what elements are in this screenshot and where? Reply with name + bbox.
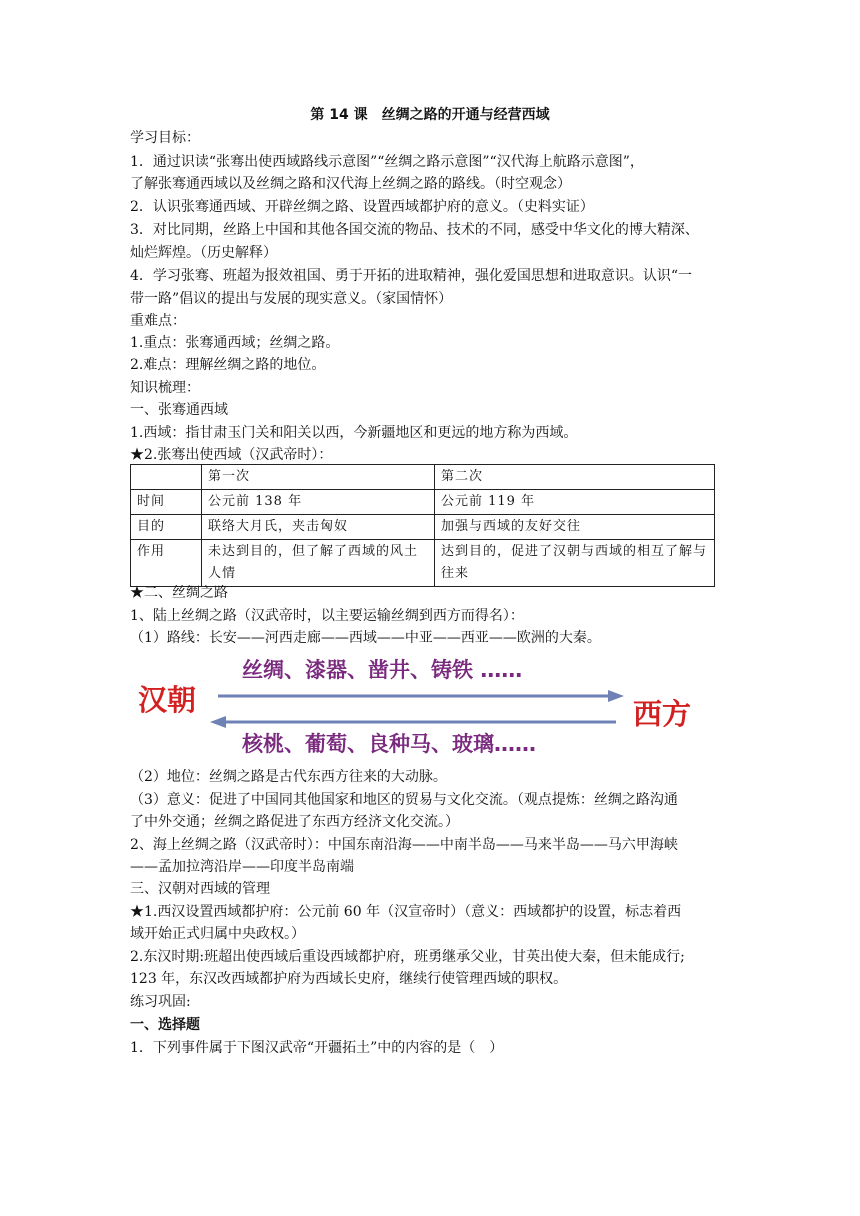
maritime-silk-road-line-2: ——孟加拉湾沿岸——印度半岛南端	[130, 859, 354, 875]
table-cell: 加强与西域的友好交往	[435, 515, 715, 540]
maritime-silk-road-line-1: 2、海上丝绸之路（汉武帝时）：中国东南沿海——中南半岛——马来半岛——马六甲海峡	[130, 837, 678, 853]
section-label-key-points: 重难点：	[130, 313, 186, 329]
missions-heading: ★2.张骞出使西域（汉武帝时）：	[130, 447, 333, 463]
heading-administration: 三、汉朝对西域的管理	[130, 881, 270, 897]
silk-road-status: （2）地位：丝绸之路是古代东西方往来的大动脉。	[130, 769, 447, 785]
land-silk-road-heading: 1、陆上丝绸之路（汉武帝时，以主要运输丝绸到西方而得名）：	[130, 608, 524, 624]
goal-1-line-1: 1．通过识读“张骞出使西域路线示意图”“丝绸之路示意图”“汉代海上航路示意图”，	[130, 154, 644, 170]
exported-goods: 丝绸、漆器、凿井、铸铁 ……	[242, 658, 523, 682]
table-cell: 作用	[131, 540, 202, 587]
table-cell: 时间	[131, 490, 202, 515]
difficult-point: 2.难点：理解丝绸之路的地位。	[130, 357, 326, 373]
section-label-knowledge: 知识梳理：	[130, 380, 200, 396]
table-row	[131, 540, 715, 587]
eastern-han-line-1: 2.东汉时期:班超出使西域后重设西域都护府，班勇继承父业，甘英出使大秦，但未能成行;	[130, 949, 685, 965]
imported-goods: 核桃、葡萄、良种马、玻璃……	[242, 732, 536, 756]
heading-silk-road: ★二、丝绸之路	[130, 585, 228, 601]
exchange-diagram	[130, 648, 730, 766]
goal-3-line-1: 3．对比同期，丝路上中国和其他各国交流的物品、技术的不同，感受中华文化的博大精深、	[130, 222, 699, 238]
west-label: 西方	[633, 697, 692, 731]
protectorate-line-2: 域开始正式归属中央政权。）	[130, 926, 305, 942]
table-cell: 达到目的，促进了汉朝与西域的相互了解与往来	[435, 540, 715, 587]
heading-multiple-choice: 一、选择题	[130, 1017, 200, 1033]
question-1: 1．下列事件属于下图汉武帝“开疆拓土”中的内容的是（ ）	[130, 1040, 504, 1056]
table-cell: 公元前 138 年	[202, 490, 435, 515]
goal-3-line-2: 灿烂辉煌。（历史解释）	[130, 245, 277, 261]
table-header-cell	[131, 465, 202, 490]
missions-table	[130, 464, 715, 587]
goal-4-line-2: 带一路”倡议的提出与发展的现实意义。（家国情怀）	[130, 291, 453, 307]
table-cell: 目的	[131, 515, 202, 540]
table-cell: 公元前 119 年	[435, 490, 715, 515]
eastern-han-line-2: 123 年，东汉改西域都护府为西域长史府，继续行使管理西域的职权。	[130, 971, 568, 987]
land-silk-road-route: （1）路线：长安——河西走廊——西域——中亚——西亚——欧洲的大秦。	[130, 630, 601, 646]
silk-road-significance-line-1: （3）意义：促进了中国同其他国家和地区的贸易与文化交流。（观点提炼：丝绸之路沟通	[130, 792, 678, 808]
western-regions-definition: 1.西域：指甘肃玉门关和阳关以西，今新疆地区和更远的地方称为西域。	[130, 425, 578, 441]
silk-road-significance-line-2: 了中外交通；丝绸之路促进了东西方经济文化交流。）	[130, 814, 459, 830]
goal-2: 2．认识张骞通西域、开辟丝绸之路、设置西域都护府的意义。（史料实证）	[130, 199, 594, 215]
section-label-practice: 练习巩固:	[130, 994, 191, 1010]
table-header-cell: 第一次	[202, 465, 435, 490]
table-cell: 联络大月氏，夹击匈奴	[202, 515, 435, 540]
table-row	[131, 515, 715, 540]
left-arrowhead-icon	[210, 716, 226, 728]
right-arrowhead-icon	[608, 690, 624, 702]
table-header-row	[131, 465, 715, 490]
goal-4-line-1: 4．学习张骞、班超为报效祖国、勇于开拓的进取精神，强化爱国思想和进取意识。认识“一	[130, 268, 693, 284]
key-point: 1.重点：张骞通西域；丝绸之路。	[130, 335, 340, 351]
protectorate-line-1: ★1.西汉设置西域都护府：公元前 60 年（汉宣帝时）（意义：西域都护的设置，标志着西	[130, 904, 682, 920]
table-header-cell: 第二次	[435, 465, 715, 490]
lesson-title: 第 14 课 丝绸之路的开通与经营西域	[310, 107, 550, 123]
table-row	[131, 490, 715, 515]
section-label-goals: 学习目标：	[130, 130, 200, 146]
goal-1-line-2: 了解张骞通西域以及丝绸之路和汉代海上丝绸之路的路线。（时空观念）	[130, 176, 571, 192]
table-cell: 未达到目的，但了解了西域的风土人情	[202, 540, 435, 587]
han-dynasty-label: 汉朝	[138, 683, 197, 717]
heading-zhangqian: 一、张骞通西域	[130, 402, 228, 418]
